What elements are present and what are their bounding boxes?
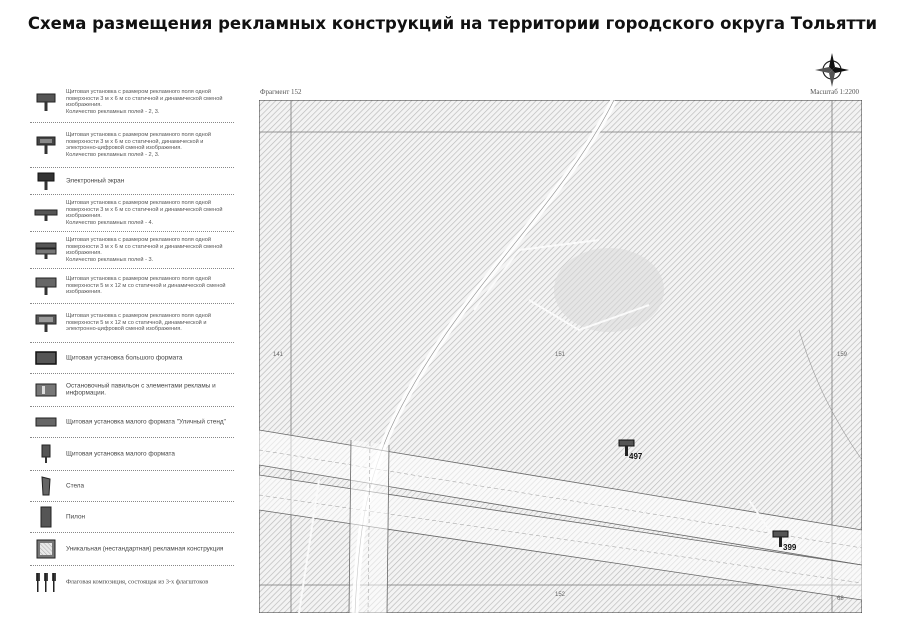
- large-billboard-digital-icon: [34, 312, 58, 334]
- ad-marker-399[interactable]: [771, 530, 801, 556]
- legend-item: [30, 195, 234, 232]
- legend-label: Пилон: [66, 513, 86, 521]
- billboard-icon: [34, 91, 58, 113]
- marker-label: 497: [629, 452, 643, 461]
- map-fragment[interactable]: [259, 100, 862, 613]
- legend-item: [30, 82, 234, 123]
- compass-rose-icon: [814, 52, 850, 88]
- adjacent-fragment-right[interactable]: 159: [837, 352, 848, 358]
- bus-stop-icon: [34, 379, 58, 401]
- legend-item: [30, 269, 234, 304]
- large-billboard-icon: [34, 275, 58, 297]
- legend-label: Щитовая установка с размером рекламного поля одной поверхности 3 м х 6 м со статичной и динамической сменой изображения. Количество рекламных полей - 2, 3.: [66, 88, 223, 115]
- adjacent-fragment-center[interactable]: 151: [555, 352, 566, 358]
- legend-item: [30, 168, 234, 195]
- legend-item: [30, 232, 234, 269]
- legend-item: [30, 407, 234, 438]
- legend-item: [30, 304, 234, 343]
- billboard-four-icon: [34, 202, 58, 224]
- unique-construction-icon: [34, 538, 58, 560]
- ad-marker-497[interactable]: [617, 439, 647, 465]
- legend-item: [30, 123, 234, 168]
- stele-icon: [34, 475, 58, 497]
- legend-label: Щитовая установка малого формата: [66, 450, 175, 458]
- legend-label: Щитовая установка с размером рекламного поля одной поверхности 5 м х 12 м со статичной, динамической и электронно-цифровой сменой изображения.: [66, 313, 211, 333]
- adjacent-fragment-left[interactable]: 141: [273, 352, 284, 358]
- legend-item: [30, 343, 234, 374]
- pylon-icon: [34, 506, 58, 528]
- marker-label: 399: [783, 543, 797, 552]
- legend-label: Щитовая установка с размером рекламного поля одной поверхности 5 м х 12 м со статичной и динамической сменой изображения.: [66, 276, 226, 296]
- fragment-label: Фрагмент 152: [260, 88, 302, 96]
- billboard-digital-icon: [34, 134, 58, 156]
- legend-label: Щитовая установка большого формата: [66, 354, 183, 362]
- legend-label: Стела: [66, 482, 85, 490]
- legend-item: [30, 374, 234, 407]
- legend-item: [30, 471, 234, 502]
- legend-label: Флаговая композиция, состоящая из 3-х флагштоков: [66, 578, 209, 586]
- map-legend: [30, 82, 234, 598]
- adjacent-fragment-bottom[interactable]: 152: [555, 592, 566, 598]
- legend-label: Электронный экран: [66, 177, 125, 185]
- street-stand-icon: [34, 411, 58, 433]
- page-title: Схема размещения рекламных конструкций на территории городского округа Тольятти: [27, 14, 878, 33]
- legend-item: [30, 502, 234, 533]
- legend-item: [30, 566, 234, 598]
- legend-label: Щитовая установка малого формата "Уличный стенд": [66, 418, 226, 426]
- small-format-icon: [34, 443, 58, 465]
- legend-label: Остановочный павильон с элементами рекламы и информации.: [66, 382, 216, 397]
- adjacent-fragment-bottom-right[interactable]: 68: [837, 596, 844, 602]
- billboard-three-icon: [34, 239, 58, 261]
- legend-item: [30, 533, 234, 566]
- legend-label: Щитовая установка с размером рекламного поля одной поверхности 3 м х 6 м со статичной и динамической сменой изображения. Количество рекламных полей - 3.: [66, 236, 223, 263]
- scale-label: Масштаб 1:2200: [810, 88, 859, 96]
- big-format-icon: [34, 347, 58, 369]
- legend-label: Щитовая установка с размером рекламного поля одной поверхности 3 м х 6 м со статичной и динамической сменой изображения. Количество рекламных полей - 4.: [66, 199, 223, 226]
- legend-label: Уникальная (нестандартная) рекламная конструкция: [66, 545, 224, 553]
- flag-composition-icon: [34, 571, 58, 593]
- electronic-screen-icon: [34, 170, 58, 192]
- legend-label: Щитовая установка с размером рекламного поля одной поверхности 3 м х 6 м со статичной, динамической и электронно-цифровой сменой изображения. Количество рекламных полей - 2, 3.: [66, 131, 211, 158]
- legend-item: [30, 438, 234, 471]
